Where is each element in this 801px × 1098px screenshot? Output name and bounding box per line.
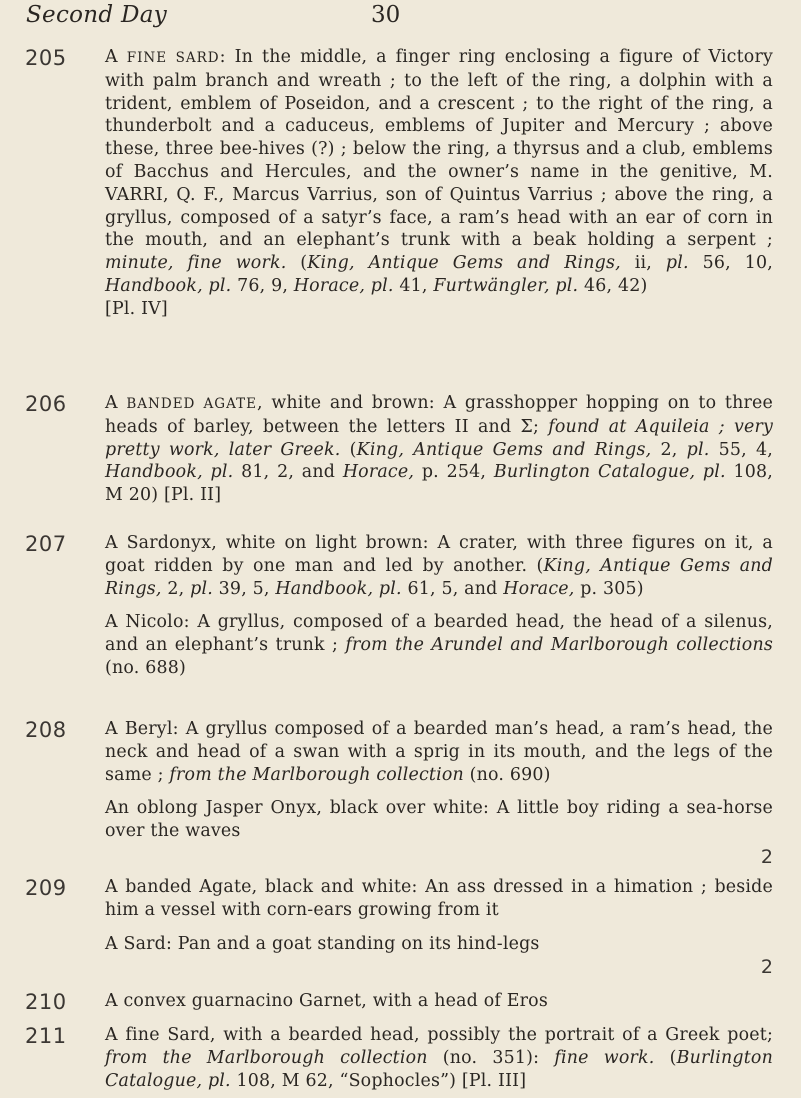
lot-description bbox=[105, 46, 773, 321]
item-description: A Beryl: A gryllus composed of a bearded man’s head, a ram’s head, the neck and head of a swan with a sprig in its mouth, and the legs of the same ; from the Marlborough collection (no. 690) bbox=[105, 719, 773, 785]
item-description: A Sardonyx, white on light brown: A crater, with three figures on it, a goat ridden by one man and led by another. (King, Antique Gems and Rings, 2, pl. 39, 5, Handbook, pl. 61, 5, and Horace, p. 305) bbox=[105, 533, 774, 599]
lot-description bbox=[105, 532, 773, 680]
lot-number: 209 bbox=[25, 876, 67, 900]
lot-description bbox=[105, 718, 773, 843]
lot-number: 211 bbox=[25, 1024, 67, 1048]
lot-description bbox=[105, 990, 773, 1013]
page-header bbox=[0, 2, 801, 32]
item-description: A convex guarnacino Garnet, with a head of Eros bbox=[105, 991, 548, 1011]
lot-number: 210 bbox=[25, 990, 67, 1014]
item-description: A Nicolo: A gryllus, composed of a bearded head, the head of a silenus, and an elephant’s trunk ; from the Arundel and Marlborough collections (no. 688) bbox=[105, 612, 773, 678]
item-description: A banded Agate, black and white: An ass dressed in a himation ; beside him a vessel with corn-ears growing from it bbox=[105, 877, 773, 920]
lot-description bbox=[105, 392, 773, 507]
item-description: A Sard: Pan and a goat standing on its hind-legs bbox=[105, 933, 540, 954]
page-number: 30 bbox=[371, 2, 401, 28]
lot-number: 207 bbox=[25, 532, 67, 556]
plate-reference: [Pl. II] bbox=[163, 485, 222, 506]
plate-reference: [Pl. III] bbox=[461, 1070, 527, 1091]
item-description: An oblong Jasper Onyx, black over white: A little boy riding a sea-horse over the waves bbox=[105, 798, 773, 842]
lot-count: 2 bbox=[760, 956, 773, 978]
running-head: Second Day bbox=[26, 2, 168, 28]
lot-count: 2 bbox=[760, 846, 773, 868]
lot-number: 206 bbox=[25, 392, 67, 416]
item-description: A FINE SARD: In the middle, a finger ring enclosing a figure of Victory with palm branch and wreath ; to the left of the ring, a dolphin with a trident, emblem of Poseidon, and a crescent ; to the right of the ring, a thunderbolt and a caduceus, emblems of Jupiter and Mercury ; above these, three bee-hives (?) ; below the ring, a thyrsus and a club, emblems of Bacchus and Hercules, and the owner’s name in the genitive, M. VARRI, Q. F., Marcus Varrius, son of Quintus Varrius ; above the ring, a gryllus, composed of a satyr’s face, a ram’s head with an ear of corn in the mouth, and an elephant’s trunk with a beak holding a serpent ; minute, fine work. (King, Antique Gems and Rings, ii, pl. 56, 10, Handbook, pl. 76, 9, Horace, pl. 41, Furtwängler, pl. 46, 42) [Pl. IV] bbox=[105, 47, 773, 319]
lot-number: 205 bbox=[25, 46, 67, 70]
item-description: A BANDED AGATE, white and brown: A grasshopper hopping on to three heads of barley, between the letters II and Σ; found at Aquileia ; very pretty work, later Greek. (King, Antique Gems and Rings, 2, pl. 55, 4, Handbook, pl. 81, 2, and Horace, p. 254, Burlington Catalogue, pl. 108, M 20) [Pl. II] bbox=[105, 393, 774, 506]
lot-description bbox=[105, 1024, 773, 1092]
plate-reference: [Pl. IV] bbox=[105, 298, 168, 319]
lot-description bbox=[105, 876, 773, 955]
lot-number: 208 bbox=[25, 718, 67, 742]
item-description: A fine Sard, with a bearded head, possibly the portrait of a Greek poet; from the Marlborough collection (no. 351): fine work. (Burlington Catalogue, pl. 108, M 62, “Sophocles”) [Pl. III] bbox=[105, 1025, 774, 1091]
